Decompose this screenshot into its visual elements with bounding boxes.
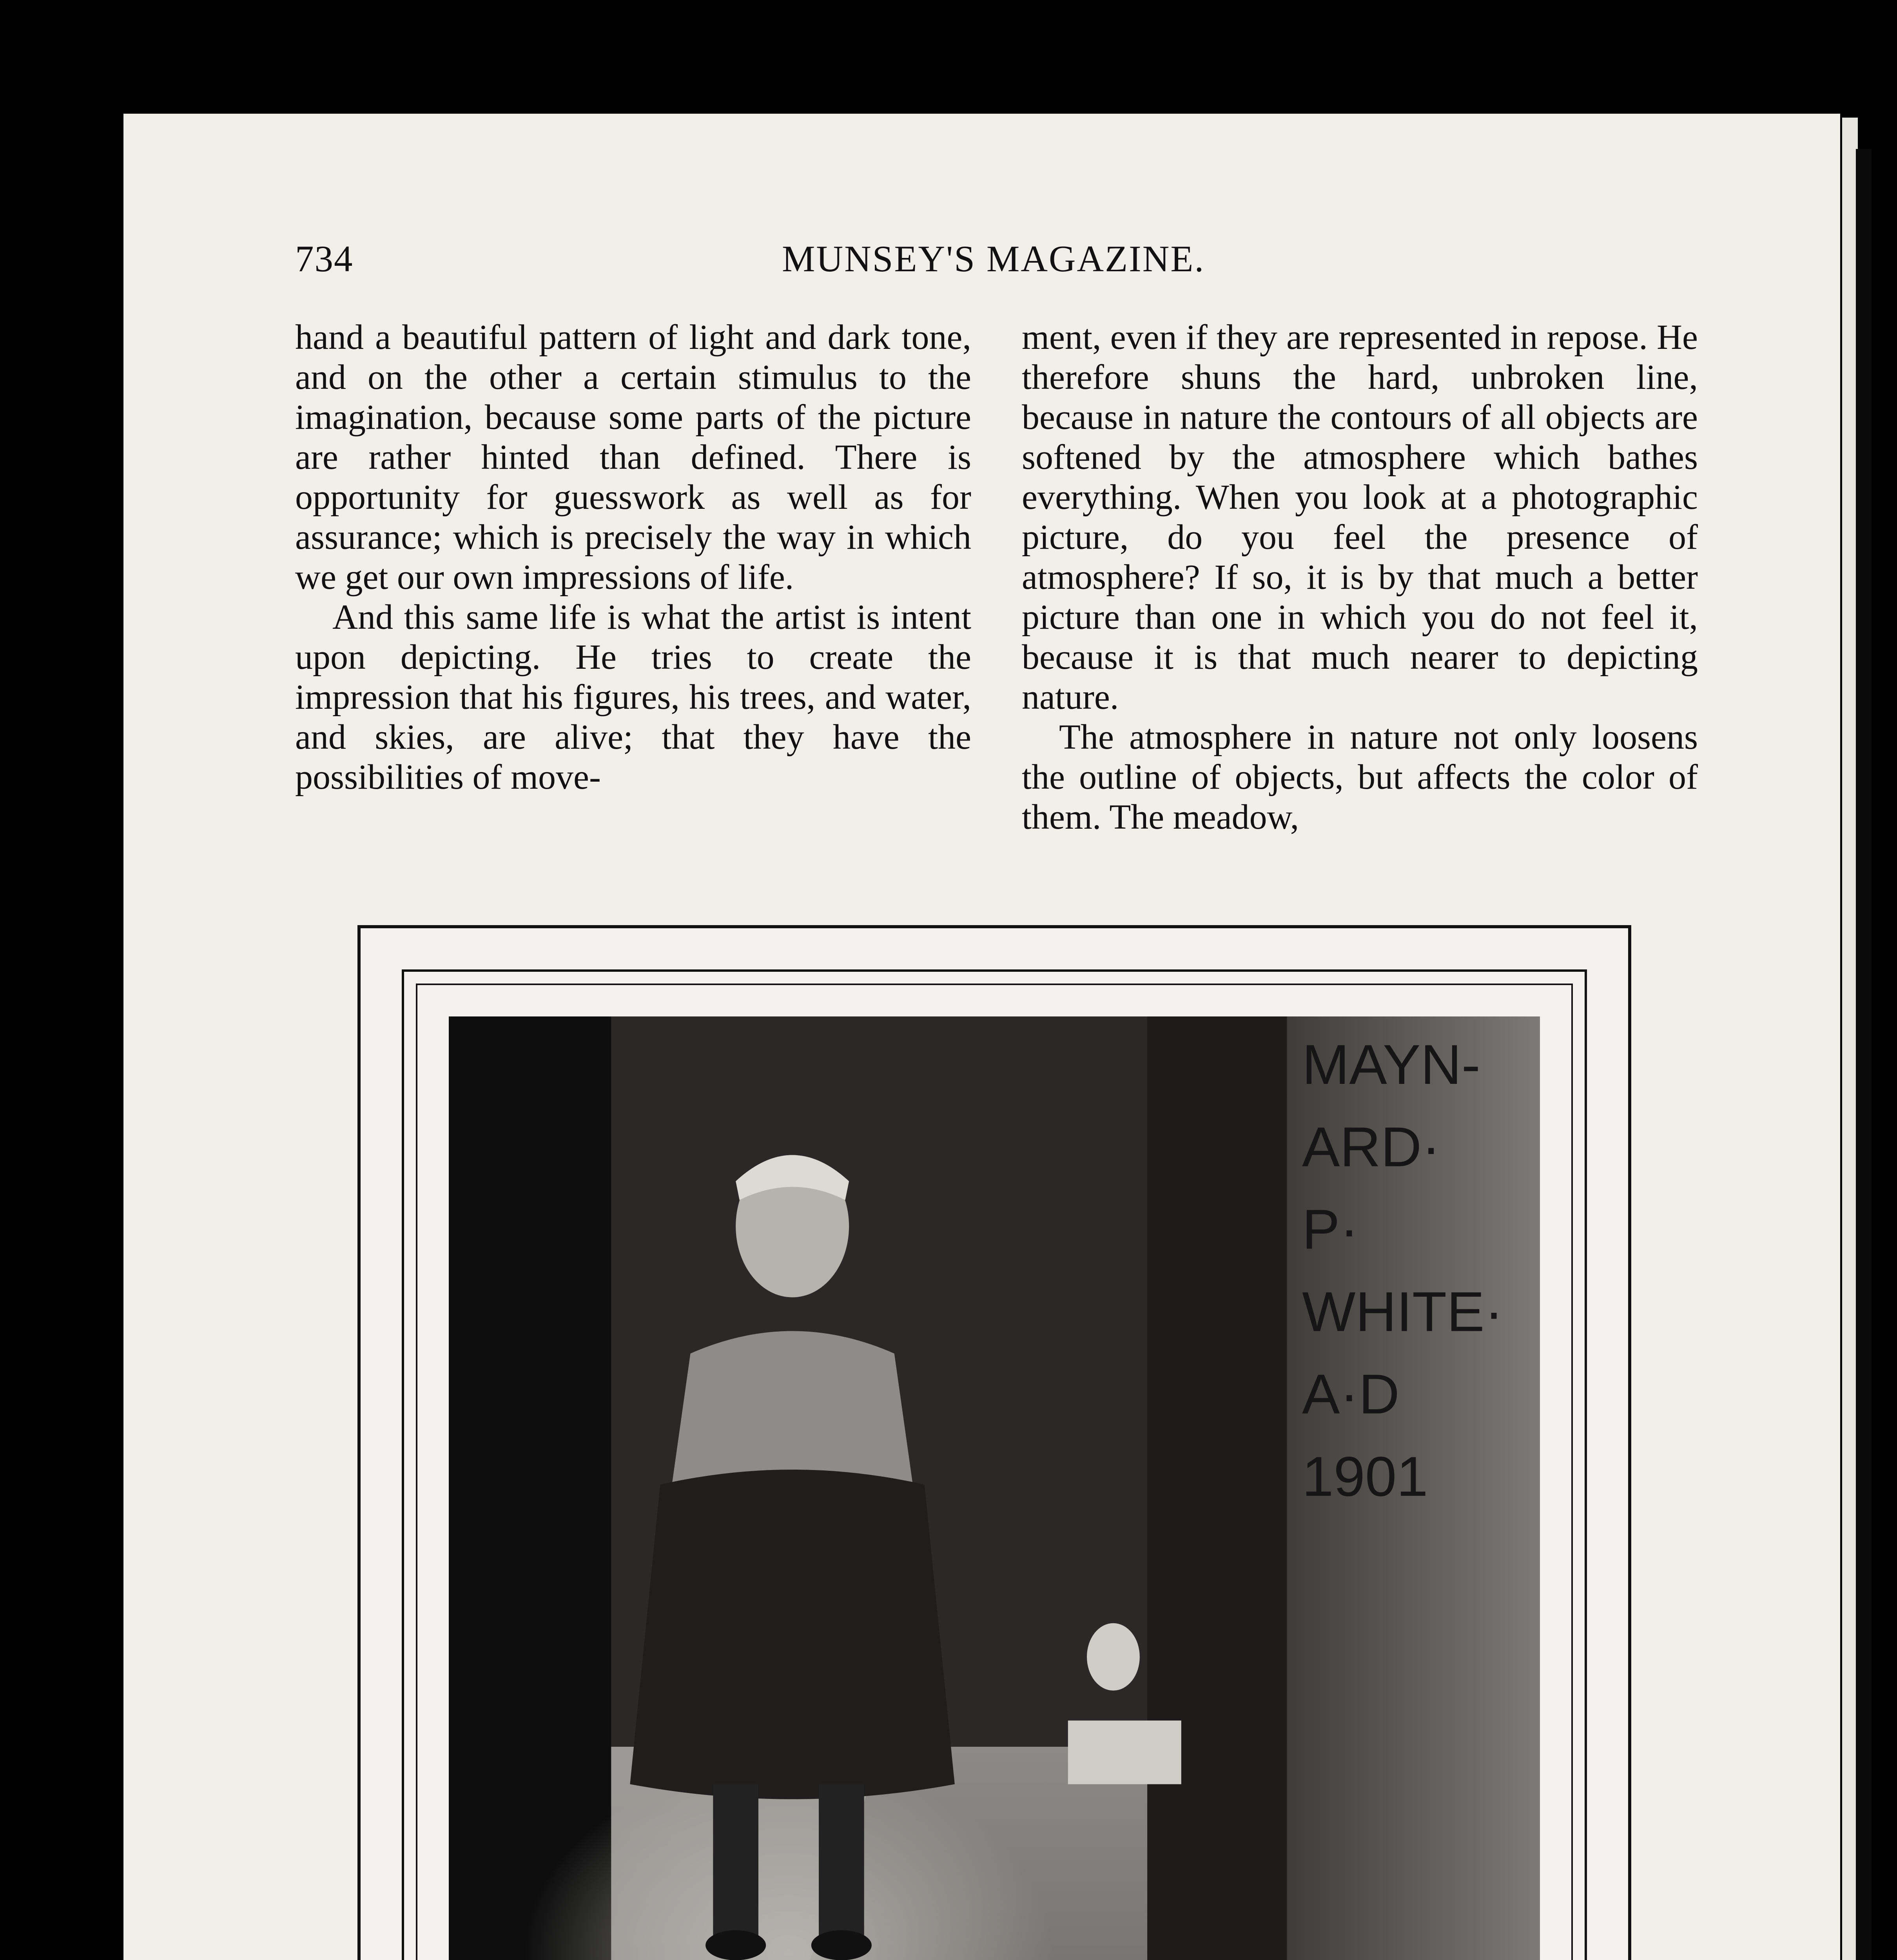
- portrait-photograph: [449, 1016, 1540, 1960]
- inscription-line: A·D: [1302, 1363, 1400, 1426]
- paragraph: ment, even if they are represented in repose. He therefore shuns the hard, unbroken line, because in nature the contours of all objects are softened by the atmosphere which bathes everything. When you look at a photographic picture, do you feel the presence of atmosphere? If so, it is by that much a better picture than one in which you do not feel it, because it is that much nearer to depicting nature.: [1022, 318, 1698, 717]
- inscription-line: ARD·: [1302, 1116, 1441, 1179]
- paragraph: hand a beautiful pattern of light and dark tone, and on the other a certain stimulus to the imagination, because some parts of the picture are rather hinted than defined. There is opportunity for guesswork as well as for assurance; which is precisely the way in which we get our own impressions of life.: [295, 318, 971, 597]
- magazine-page: [123, 114, 1840, 1960]
- binding-shadow: [1856, 149, 1872, 1960]
- page-number: 734: [295, 238, 354, 279]
- photo-frame-rule: [402, 969, 1587, 1960]
- inscription-line: MAYN-: [1302, 1033, 1480, 1096]
- text-column-right: [1022, 318, 1698, 837]
- inscription-line: 1901: [1302, 1445, 1428, 1508]
- paragraph: And this same life is what the artist is intent upon depicting. He tries to create the impression that his figures, his trees, and water, and skies, are alive; that they have the possibilities of move-: [295, 598, 971, 797]
- facing-page-edge: [1842, 118, 1858, 1960]
- photo-frame: [357, 925, 1631, 1960]
- running-head: MUNSEY'S MAGAZINE.: [782, 238, 1205, 279]
- inscription-line: P·: [1302, 1198, 1359, 1261]
- inscription-line: WHITE·: [1302, 1281, 1503, 1343]
- paragraph: The atmosphere in nature not only loosens the outline of objects, but affects the color of them. The meadow,: [1022, 718, 1698, 837]
- portrait-image: [449, 1016, 1540, 1960]
- text-column-left: [295, 318, 971, 797]
- photo-frame-inner-rule: [416, 984, 1573, 1960]
